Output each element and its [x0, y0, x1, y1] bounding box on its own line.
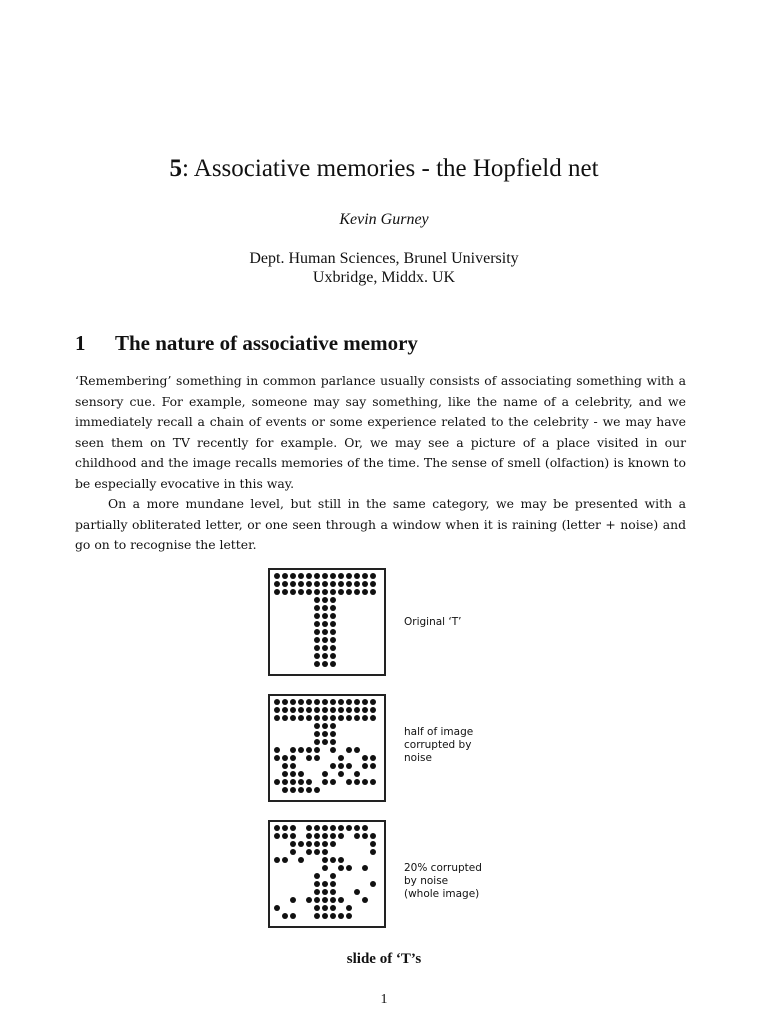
pixel-dot: [370, 779, 376, 785]
body-text: [75, 371, 686, 556]
pixel-dot: [314, 581, 320, 587]
pixel-dot: [322, 881, 328, 887]
pixel-dot: [370, 589, 376, 595]
pixel-dot: [306, 841, 312, 847]
pixel-dot: [314, 589, 320, 595]
figure-label-half-noise: half of image corrupted by noise: [404, 726, 474, 764]
pixel-dot: [338, 707, 344, 713]
pixel-dot: [330, 707, 336, 713]
pixel-dot: [322, 849, 328, 855]
pixel-dot: [330, 589, 336, 595]
pixel-dot: [322, 613, 328, 619]
pixel-dot: [298, 771, 304, 777]
pixel-dot: [290, 581, 296, 587]
pixel-dot: [322, 913, 328, 919]
pixel-dot: [314, 739, 320, 745]
section-number: 1: [75, 331, 86, 355]
figure-caption: slide of ‘T’s: [346, 951, 422, 967]
pixel-dot: [322, 779, 328, 785]
pixel-dot: [362, 779, 368, 785]
pixel-dot: [338, 865, 344, 871]
pixel-dot: [330, 905, 336, 911]
pixel-dot: [306, 707, 312, 713]
pixel-dot: [338, 833, 344, 839]
title-text: : Associative memories - the Hopfield net: [181, 155, 599, 182]
pixel-dot: [338, 755, 344, 761]
pixel-dot: [362, 573, 368, 579]
pixel-dot: [290, 755, 296, 761]
pixel-dot: [346, 707, 352, 713]
figure-label-original: Original ‘T’: [404, 616, 462, 628]
pixel-dot: [354, 747, 360, 753]
pixel-dot: [298, 707, 304, 713]
pixel-dot: [282, 825, 288, 831]
pixel-dot: [282, 699, 288, 705]
pixel-dot: [314, 637, 320, 643]
pixel-dot: [282, 787, 288, 793]
pixel-dot: [314, 715, 320, 721]
pixel-dot: [322, 889, 328, 895]
pixel-dot: [274, 589, 280, 595]
pixel-dot: [274, 707, 280, 713]
pixel-dot: [274, 833, 280, 839]
pixel-dot: [370, 755, 376, 761]
pixel-dot: [362, 755, 368, 761]
pixel-dot: [346, 905, 352, 911]
pixel-dot: [362, 589, 368, 595]
pixel-dot: [330, 581, 336, 587]
pixel-dot: [370, 881, 376, 887]
pixel-dot: [330, 645, 336, 651]
pixel-dot: [314, 825, 320, 831]
pixel-dot: [306, 787, 312, 793]
pixel-dot: [346, 825, 352, 831]
pixel-dot: [322, 739, 328, 745]
pixel-dot: [314, 897, 320, 903]
pixel-dot: [314, 613, 320, 619]
pixel-dot: [370, 849, 376, 855]
paragraph-1: ‘Remembering’ something in common parlance usually consists of associating something with a sensory cue. For example, someone may say something, like the name of a celebrity, and we immediately recall a chain of events or some experience related to the celebrity - we may have seen them on TV recently for example. Or, we may see a picture of a place visited in our childhood and the image recalls memories of the time. The sense of smell (olfaction) is known to be especially evocative in this way.: [75, 373, 686, 491]
pixel-dot: [338, 573, 344, 579]
figure-panel-whole-noise: [268, 820, 386, 928]
pixel-dot: [274, 581, 280, 587]
pixel-dot: [314, 661, 320, 667]
pixel-dot: [330, 731, 336, 737]
pixel-dot: [322, 771, 328, 777]
pixel-dot: [330, 889, 336, 895]
pixel-dot: [354, 825, 360, 831]
pixel-dot: [322, 715, 328, 721]
pixel-dot: [354, 771, 360, 777]
figure-panel-half-noise: [268, 694, 386, 802]
pixel-dot: [282, 763, 288, 769]
pixel-dot: [306, 779, 312, 785]
pixel-dot: [282, 833, 288, 839]
pixel-dot: [274, 825, 280, 831]
pixel-dot: [314, 913, 320, 919]
affiliation: [0, 249, 768, 287]
pixel-dot: [306, 573, 312, 579]
pixel-dot: [346, 865, 352, 871]
section-title: The nature of associative memory: [115, 331, 418, 355]
pixel-dot: [314, 605, 320, 611]
pixel-dot: [298, 581, 304, 587]
pixel-dot: [306, 897, 312, 903]
pixel-dot: [290, 897, 296, 903]
pixel-dot: [314, 707, 320, 713]
pixel-dot: [306, 833, 312, 839]
pixel-dot: [314, 905, 320, 911]
pixel-dot: [338, 699, 344, 705]
pixel-dot: [322, 833, 328, 839]
section-heading: [75, 331, 418, 356]
pixel-dot: [354, 573, 360, 579]
pixel-dot: [314, 621, 320, 627]
pixel-dot: [290, 747, 296, 753]
pixel-dot: [322, 645, 328, 651]
pixel-dot: [354, 779, 360, 785]
pixel-dot: [314, 573, 320, 579]
figure-label-whole-noise: 20% corrupted by noise (whole image): [404, 862, 482, 900]
pixel-dot: [290, 715, 296, 721]
pixel-dot: [330, 661, 336, 667]
pixel-dot: [354, 889, 360, 895]
pixel-dot: [306, 825, 312, 831]
pixel-dot: [370, 763, 376, 769]
pixel-dot: [274, 747, 280, 753]
pixel-dot: [314, 653, 320, 659]
pixel-dot: [338, 581, 344, 587]
pixel-dot: [322, 841, 328, 847]
pixel-dot: [330, 857, 336, 863]
pixel-dot: [322, 605, 328, 611]
pixel-dot: [370, 833, 376, 839]
pixel-dot: [290, 825, 296, 831]
pixel-dot: [282, 715, 288, 721]
pixel-dot: [314, 597, 320, 603]
pixel-dot: [274, 573, 280, 579]
pixel-dot: [346, 747, 352, 753]
pixel-dot: [314, 833, 320, 839]
pixel-dot: [362, 833, 368, 839]
pixel-dot: [314, 841, 320, 847]
pixel-dot: [354, 833, 360, 839]
pixel-dot: [362, 581, 368, 587]
pixel-dot: [330, 653, 336, 659]
paper-title: [0, 155, 768, 183]
pixel-dot: [290, 787, 296, 793]
pixel-dot: [354, 589, 360, 595]
pixel-dot: [306, 755, 312, 761]
paragraph-2: On a more mundane level, but still in the same category, we may be presented with a partially obliterated letter, or one seen through a window when it is raining (letter + noise) and go on to recognise the letter.: [75, 496, 686, 552]
pixel-dot: [306, 849, 312, 855]
pixel-dot: [322, 865, 328, 871]
pixel-dot: [314, 723, 320, 729]
pixel-dot: [290, 841, 296, 847]
pixel-dot: [346, 589, 352, 595]
pixel-dot: [330, 841, 336, 847]
pixel-dot: [346, 573, 352, 579]
pixel-dot: [290, 913, 296, 919]
pixel-dot: [290, 699, 296, 705]
pixel-dot: [330, 613, 336, 619]
pixel-dot: [330, 881, 336, 887]
pixel-dot: [298, 779, 304, 785]
pixel-dot: [314, 699, 320, 705]
pixel-dot: [370, 573, 376, 579]
pixel-dot: [338, 825, 344, 831]
pixel-dot: [282, 779, 288, 785]
pixel-dot: [330, 825, 336, 831]
pixel-dot: [306, 589, 312, 595]
pixel-dot: [370, 581, 376, 587]
pixel-dot: [314, 889, 320, 895]
pixel-dot: [330, 913, 336, 919]
pixel-dot: [330, 763, 336, 769]
pixel-dot: [282, 573, 288, 579]
page-number: 1: [380, 992, 388, 1007]
pixel-dot: [330, 779, 336, 785]
pixel-dot: [290, 849, 296, 855]
pixel-dot: [298, 787, 304, 793]
affiliation-line-2: Uxbridge, Middx. UK: [312, 269, 456, 286]
pixel-dot: [354, 707, 360, 713]
pixel-dot: [330, 747, 336, 753]
pixel-dot: [274, 905, 280, 911]
dot-grid-original: [270, 570, 384, 674]
pixel-dot: [290, 779, 296, 785]
pixel-dot: [282, 581, 288, 587]
pixel-dot: [322, 857, 328, 863]
pixel-dot: [298, 589, 304, 595]
pixel-dot: [330, 637, 336, 643]
figure-panel-original: [268, 568, 386, 676]
pixel-dot: [346, 581, 352, 587]
pixel-dot: [362, 825, 368, 831]
dot-grid-half-noise: [270, 696, 384, 800]
pixel-dot: [298, 699, 304, 705]
pixel-dot: [322, 589, 328, 595]
pixel-dot: [362, 865, 368, 871]
pixel-dot: [354, 715, 360, 721]
pixel-dot: [330, 597, 336, 603]
pixel-dot: [314, 629, 320, 635]
pixel-dot: [314, 747, 320, 753]
pixel-dot: [322, 707, 328, 713]
pixel-dot: [306, 699, 312, 705]
pixel-dot: [322, 573, 328, 579]
pixel-dot: [338, 589, 344, 595]
pixel-dot: [290, 771, 296, 777]
pixel-dot: [338, 913, 344, 919]
pixel-dot: [314, 849, 320, 855]
pixel-dot: [274, 699, 280, 705]
pixel-dot: [354, 581, 360, 587]
pixel-dot: [354, 699, 360, 705]
pixel-dot: [330, 739, 336, 745]
pixel-dot: [346, 715, 352, 721]
pixel-dot: [370, 841, 376, 847]
pixel-dot: [282, 771, 288, 777]
pixel-dot: [362, 715, 368, 721]
pixel-dot: [322, 637, 328, 643]
pixel-dot: [330, 723, 336, 729]
pixel-dot: [298, 841, 304, 847]
pixel-dot: [370, 715, 376, 721]
dot-grid-whole-noise: [270, 822, 384, 926]
pixel-dot: [298, 573, 304, 579]
pixel-dot: [274, 755, 280, 761]
pixel-dot: [314, 645, 320, 651]
pixel-dot: [282, 913, 288, 919]
pixel-dot: [362, 707, 368, 713]
pixel-dot: [338, 857, 344, 863]
author-name: Kevin Gurney: [339, 211, 429, 228]
pixel-dot: [282, 589, 288, 595]
affiliation-line-1: Dept. Human Sciences, Brunel University: [249, 250, 519, 267]
pixel-dot: [322, 621, 328, 627]
pixel-dot: [274, 715, 280, 721]
pixel-dot: [330, 873, 336, 879]
pixel-dot: [338, 715, 344, 721]
pixel-dot: [322, 825, 328, 831]
pixel-dot: [330, 897, 336, 903]
pixel-dot: [338, 763, 344, 769]
pixel-dot: [298, 715, 304, 721]
pixel-dot: [282, 857, 288, 863]
pixel-dot: [274, 857, 280, 863]
pixel-dot: [322, 661, 328, 667]
pixel-dot: [306, 715, 312, 721]
pixel-dot: [370, 707, 376, 713]
pixel-dot: [322, 653, 328, 659]
pixel-dot: [290, 589, 296, 595]
pixel-dot: [322, 597, 328, 603]
pixel-dot: [330, 605, 336, 611]
pixel-dot: [346, 779, 352, 785]
pixel-dot: [346, 699, 352, 705]
pixel-dot: [346, 763, 352, 769]
pixel-dot: [362, 763, 368, 769]
pixel-dot: [274, 779, 280, 785]
pixel-dot: [290, 573, 296, 579]
pixel-dot: [314, 755, 320, 761]
pixel-dot: [330, 715, 336, 721]
pixel-dot: [314, 787, 320, 793]
pixel-dot: [298, 857, 304, 863]
pixel-dot: [346, 913, 352, 919]
pixel-dot: [330, 621, 336, 627]
pixel-dot: [322, 723, 328, 729]
chapter-number: 5: [169, 155, 182, 182]
pixel-dot: [330, 833, 336, 839]
pixel-dot: [338, 897, 344, 903]
pixel-dot: [322, 731, 328, 737]
pixel-dot: [338, 771, 344, 777]
pixel-dot: [306, 581, 312, 587]
pixel-dot: [362, 897, 368, 903]
pixel-dot: [362, 699, 368, 705]
pixel-dot: [370, 699, 376, 705]
pixel-dot: [330, 573, 336, 579]
pixel-dot: [314, 731, 320, 737]
pixel-dot: [322, 629, 328, 635]
pixel-dot: [322, 897, 328, 903]
pixel-dot: [322, 699, 328, 705]
pixel-dot: [290, 833, 296, 839]
pixel-dot: [322, 581, 328, 587]
pixel-dot: [330, 629, 336, 635]
pixel-dot: [298, 747, 304, 753]
pixel-dot: [282, 707, 288, 713]
pixel-dot: [314, 881, 320, 887]
pixel-dot: [282, 755, 288, 761]
pixel-dot: [306, 747, 312, 753]
pixel-dot: [330, 699, 336, 705]
pixel-dot: [290, 707, 296, 713]
pixel-dot: [290, 763, 296, 769]
pixel-dot: [322, 905, 328, 911]
pixel-dot: [314, 873, 320, 879]
